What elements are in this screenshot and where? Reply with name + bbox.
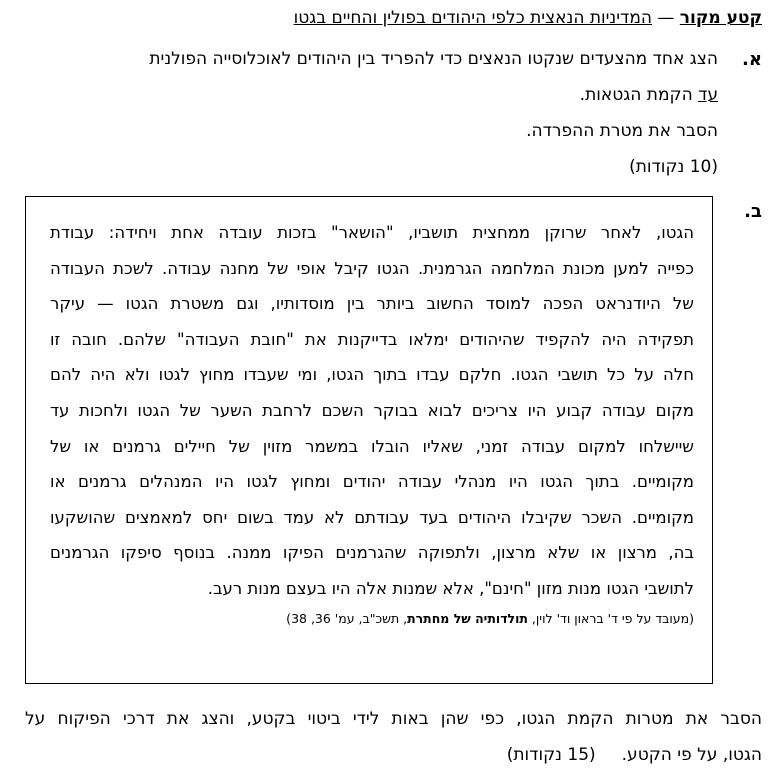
- source-citation: [50, 609, 694, 629]
- citation-suffix: , תשכ"ב, עמ' 36, 38): [286, 610, 408, 626]
- question-a-points: (10 נקודות): [629, 157, 718, 177]
- section-tag: קטע מקור: [679, 8, 762, 28]
- question-b-task-line-1: הסבר את מטרות הקמת הגטו, כפי שהן באות לידי ביטוי בקטע, והצג את דרכי הפיקוח על: [25, 709, 762, 729]
- question-a-number: א.: [742, 49, 762, 70]
- question-a: [18, 43, 718, 187]
- source-line: מקומיים. בתוך הגטו היו מנהלי עבודה יהודים ומחוץ לגטו היו המנהלים גרמנים או: [50, 472, 694, 492]
- question-b-number: ב.: [744, 201, 762, 222]
- source-line: חלה על כל תושבי הגטו. חלקם עבדו בתוך הגטו, ומי שעבדו מחוץ לגטו ולא היה להם: [50, 365, 694, 385]
- question-a-line-2: [18, 79, 718, 115]
- citation-prefix: (מעובד על פי ד' בראון וד' לוין,: [527, 610, 694, 626]
- source-line: מקומיים. השכר שקיבלו היהודים בעד עבודתם לא עמד בשום יחס למאמצים שהושקעו: [50, 507, 694, 527]
- source-text-box: [25, 196, 713, 684]
- question-b-points: (15 נקודות): [506, 745, 596, 765]
- question-b-task-line-2: [25, 738, 762, 774]
- source-line: הגטו, לאחר שרוקן ממחצית תושביו, "הושאר" בזכות עובדה אחת ויחידה: עבודת: [50, 223, 694, 242]
- question-a-underlined-word: עד: [698, 85, 718, 105]
- question-a-line-3: הסבר את מטרת ההפרדה.: [526, 121, 718, 141]
- question-a-line-2-rest: הקמת הגטאות.: [579, 85, 699, 105]
- source-line: שיישלחו למקום עבודה זמני, שאליו הובלו במשמר מזוין של חיילים גרמנים או של: [50, 436, 694, 456]
- source-line: תפקידה היה להקפיד שהיהודים ימלאו בדייקנות את "חובת העבודה" שלהם. חובה זו: [50, 329, 694, 349]
- source-line: מקום עבודה קבוע היו צריכים לבוא בבוקר השכם לרחבת השער של הגטו ולחכות עד: [50, 400, 694, 420]
- source-line: של היודנראט הפכה למוסד החשוב ביותר בין מוסדותיו, וגם משטרת הגטו — עיקר: [50, 294, 694, 314]
- source-line: כפייה למען מכונת המלחמה הגרמנית. הגטו קיבל אופי של מחנה עבודה. לשכת העבודה: [50, 258, 694, 278]
- question-b-task: [25, 702, 762, 774]
- section-header: [294, 6, 762, 30]
- source-line: לתושבי הגטו מנות מזון "חינם", אלא שמנות אלה היו בעצם מנות רעב.: [207, 578, 694, 598]
- section-title: המדיניות הנאצית כלפי היהודים בפולין והחיים בגטו: [293, 8, 652, 28]
- header-dash: —: [651, 8, 680, 28]
- source-line: בה, מרצון או שלא מרצון, ולתפוקה שהגרמנים הפיקו ממנה. בנוסף סיפקו הגרמנים: [50, 543, 694, 563]
- question-a-line-1: הצג אחד מהצעדים שנקטו הנאצים כדי להפריד בין היהודים לאוכלוסייה הפולנית: [149, 49, 718, 69]
- question-b-task-line-2-text: הגטו, על פי הקטע.: [621, 745, 762, 765]
- citation-book-title: תולדותיה של מחתרת: [407, 610, 528, 626]
